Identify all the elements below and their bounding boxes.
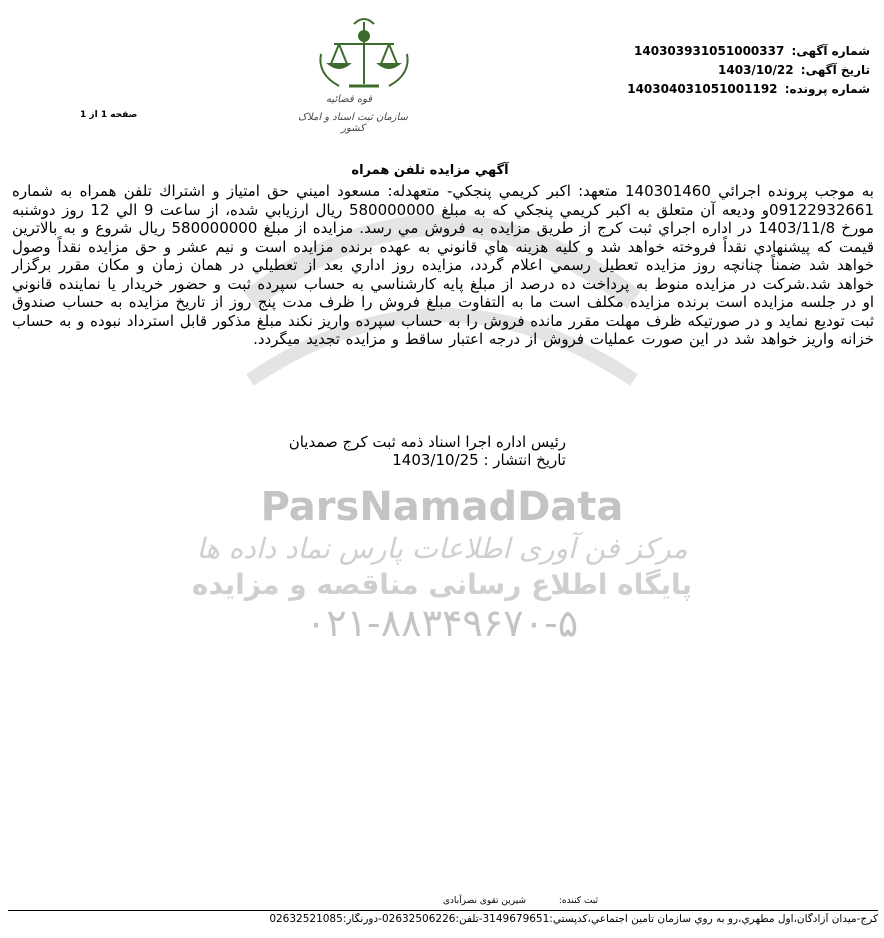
case-number: 140304031051001192 [627, 82, 778, 96]
registrar-label: ثبت كننده: [558, 896, 598, 906]
watermark-line1: مرکز فن آوری اطلاعات پارس نماد داده ها [196, 532, 688, 565]
notice-body: به موجب پرونده اجرائي 140301460 متعهد: اكبر كريمي پنجكي- متعهدله: مسعود اميني حق امتياز و اشتراك تلفن همراه به شماره 09122932661و وديعه آن متعلق به اكبر كريمي پنجكي كه به مبلغ 580000000 ريال ارزيابي شده، از ساعت 9 الي 12 روز دوشنبه مورخ 1403/11/8 در اداره اجراي ثبت كرج از طريق مزايده به فروش مي رسد. مزايده از مبلغ 580000000 ريال شروع و به بالاترين قيمت كه پيشنهادي نقداً فروخته خواهد شد و كليه هزينه هاي قانوني به عهده برنده مزايده است و نيم عشر و حق مزايده نقداً وصول خواهد شد ضمناً چنانچه روز مزايده تعطيل رسمي اعلام گردد، مزايده روز اداري بعد از تعطيلي در همان زمان و مكان مقرر برگزار خواهد شد.شركت در مزايده منوط به پرداخت ده درصد از مبلغ پايه كارشناسي به حساب سپرده ثبت و حضور خريدار يا نماينده قانوني او در جلسه مزايده است برنده مزايده مكلف است ما به التفاوت مبلغ فروش را ظرف مدت پنج روز از تاريخ مزايده به حساب صندوق ثبت توديع نمايد و در صورتيكه ظرف مهلت مقرر مانده فروش را به حساب سپرده واريز نكند مبلغ مذكور قابل استرداد نبوده و به حساب خزانه واريز خواهد شد در اين صورت عمليات فروش از درجه اعتبار ساقط و مزايده تجديد ميگردد. [12, 182, 875, 348]
registrar-line [443, 896, 598, 906]
ad-date: 1403/10/22 [718, 63, 794, 77]
logo-caption-judiciary: قوه قضائیه [325, 94, 373, 105]
logo-caption-organization: سازمان ثبت اسناد و املاک کشور [298, 112, 408, 134]
footer-address: كرج-ميدان آزادگان،اول مطهري،رو به روي سازمان تامين اجتماعي،كدپستي:3149679651-تلفن:02632506226-دورنگار:02632521085 [269, 913, 878, 925]
registrar-name: شیرین تقوی نصرآبادی [442, 896, 527, 906]
ad-number-row [627, 42, 870, 61]
ad-date-row [627, 61, 870, 80]
case-number-row [627, 80, 870, 99]
scales-emblem-icon [309, 14, 419, 96]
watermark-line2: پایگاه اطلاع رسانی مناقصه و مزایده [191, 568, 693, 601]
footer-divider [8, 910, 878, 911]
publish-date: تاريخ انتشار : 1403/10/25 [392, 451, 566, 469]
watermark-phone: ۰۲۱-۸۸۳۴۹۶۷۰-۵ [305, 601, 579, 645]
notice-title: آگهي مزايده تلفن همراه [351, 163, 509, 178]
watermark-brand: ParsNamadData [260, 484, 624, 530]
ad-number-label: شماره آگهی: [791, 44, 870, 58]
signature-block [289, 433, 566, 469]
judiciary-logo [294, 14, 434, 134]
signatory: رئيس اداره اجرا اسناد ذمه ثبت كرج صمديان [288, 433, 566, 451]
ad-date-label: تاریخ آگهی: [800, 63, 870, 77]
case-number-label: شماره پرونده: [784, 82, 870, 96]
ad-number: 140303931051000337 [634, 44, 785, 58]
page-indicator: صفحه 1 از 1 [80, 110, 138, 120]
header-meta [627, 42, 870, 99]
